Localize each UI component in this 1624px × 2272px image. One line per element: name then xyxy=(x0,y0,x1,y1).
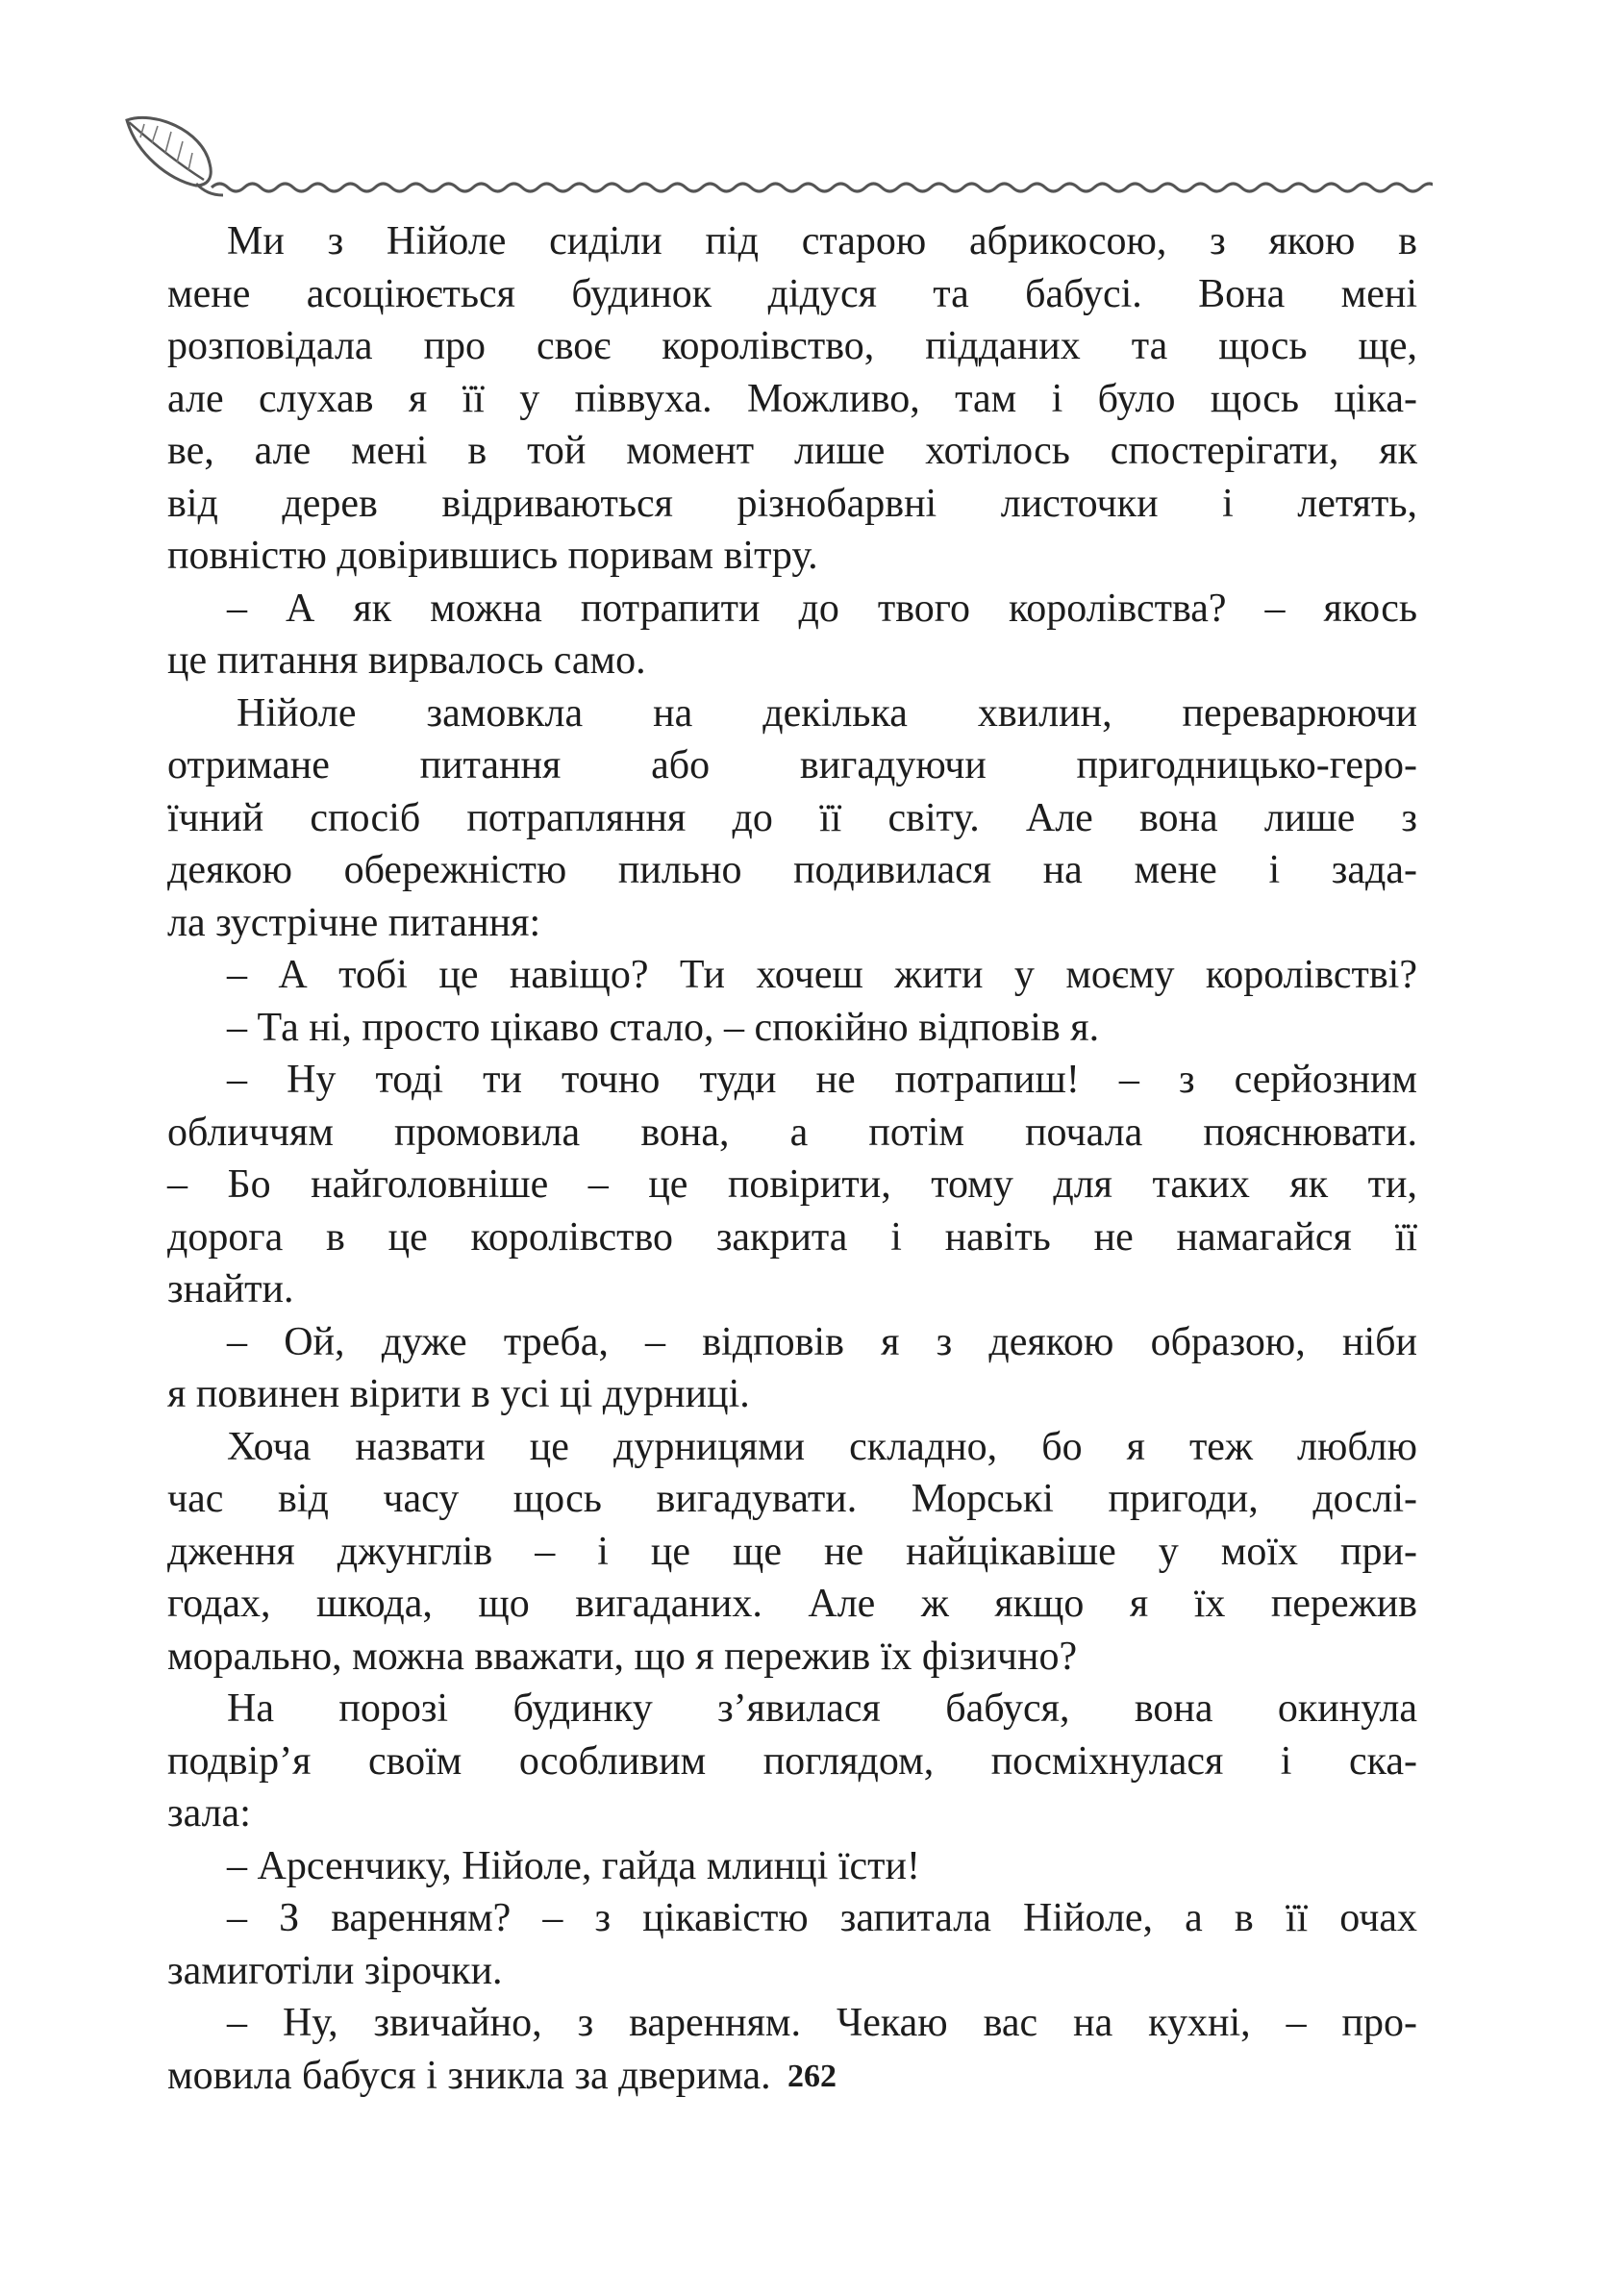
text-line: деякою обережністю пильно подивилася на мене і зада- xyxy=(167,848,1417,892)
text-line: – А як можна потрапити до твого королівства? – якось xyxy=(227,586,1417,631)
text-line: – Та ні, просто цікаво стало, – спокійно відповів я. xyxy=(227,1005,1100,1050)
text-line: – Ой, дуже треба, – відповів я з деякою образою, ніби xyxy=(227,1319,1417,1364)
text-line: від дерев відриваються різнобарвні листочки і летять, xyxy=(167,481,1417,526)
text-line: годах, шкода, що вигаданих. Але ж якщо я їх пережив xyxy=(167,1582,1417,1626)
wavy-rule xyxy=(212,184,1433,191)
text-line: зала: xyxy=(167,1791,251,1835)
text-line: – Арсенчику, Нійоле, гайда млинці їсти! xyxy=(227,1843,920,1888)
text-line: Ми з Нійоле сиділи під старою абрикосою, з якою в xyxy=(227,219,1417,263)
page-number: 262 xyxy=(787,2059,837,2094)
text-line: – Ну, звичайно, з варенням. Чекаю вас на кухні, – про- xyxy=(227,2001,1417,2045)
text-line: замиготіли зірочки. xyxy=(167,1948,503,1993)
text-line: Нійоле замовкла на декілька хвилин, переварюючи xyxy=(237,690,1417,736)
text-line: ве, але мені в той момент лише хотілось спостерігати, як xyxy=(167,429,1417,473)
text-line: На порозі будинку з’явилася бабуся, вона окинула xyxy=(227,1686,1417,1731)
text-line: час від часу щось вигадувати. Морські пригоди, дослі- xyxy=(167,1477,1417,1521)
text-line: – З варенням? – з цікавістю запитала Нійоле, а в її очах xyxy=(227,1896,1417,1940)
text-line: отримане питання або вигадуючи пригодницько-геро- xyxy=(167,743,1417,787)
text-line: повністю довірившись поривам вітру. xyxy=(167,534,818,578)
text-line: обличчям промовила вона, а потім почала пояснювати. xyxy=(167,1110,1417,1155)
text-line: Хоча назвати це дурницями складно, бо я теж люблю xyxy=(227,1424,1417,1469)
text-line: це питання вирвалось само. xyxy=(167,638,646,683)
text-line: мене асоціюється будинок дідуся та бабусі. Вона мені xyxy=(167,271,1417,316)
text-line: їчний спосіб потрапляння до її світу. Але вона лише з xyxy=(167,795,1417,840)
body-text xyxy=(167,215,1417,2102)
text-line: знайти. xyxy=(167,1267,294,1311)
text-line: розповідала про своє королівство, підданих та щось ще, xyxy=(167,324,1417,368)
text-line: я повинен вірити в усі ці дурниці. xyxy=(167,1372,750,1416)
text-line: подвір’я своїм особливим поглядом, посміхнулася і ска- xyxy=(167,1738,1417,1784)
text-line: мовила бабуся і зникла за дверима. xyxy=(167,2053,771,2098)
text-line: – А тобі це навіщо? Ти хочеш жити у моєму королівстві? xyxy=(227,953,1417,997)
text-line: морально, можна вважати, що я пережив їх фізично? xyxy=(167,1634,1078,1679)
text-line: дження джунглів – і це ще не найцікавіше у моїх при- xyxy=(167,1529,1417,1574)
text-line: але слухав я її у піввуха. Можливо, там і було щось ціка- xyxy=(167,376,1417,421)
feather-quill-icon xyxy=(127,117,223,195)
text-line: – Бо найголовніше – це повірити, тому для таких як ти, xyxy=(167,1162,1417,1207)
text-line: дорога в це королівство закрита і навіть не намагайся її xyxy=(167,1214,1417,1260)
text-line: ла зустрічне питання: xyxy=(167,900,541,945)
text-line: – Ну тоді ти точно туди не потрапиш! – з серйозним xyxy=(227,1058,1417,1102)
header-ornament xyxy=(115,111,1433,207)
